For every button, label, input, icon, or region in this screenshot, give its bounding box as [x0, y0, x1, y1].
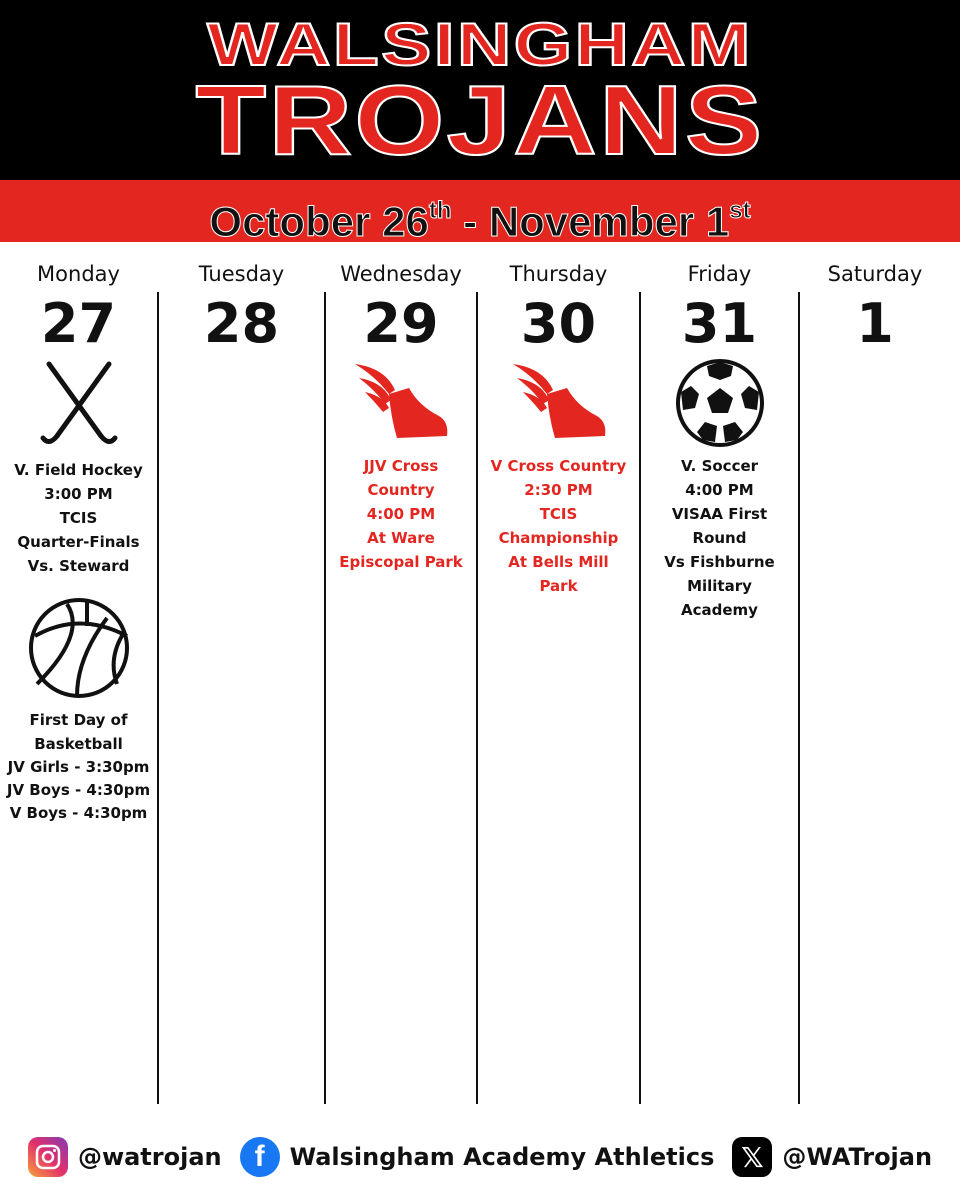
- event-line: Vs. Steward: [27, 557, 130, 575]
- day-tuesday: [159, 262, 324, 1102]
- event-soccer: [641, 454, 798, 622]
- event-line: 2:30 PM: [524, 481, 593, 499]
- event-line: VISAA First: [671, 505, 768, 523]
- day-name: Thursday: [509, 262, 608, 286]
- event-line: TCIS: [539, 505, 578, 523]
- event-field-hockey: [0, 458, 157, 578]
- event-line: TCIS: [59, 509, 98, 527]
- event-line: Quarter-Finals: [17, 533, 140, 551]
- day-number: 29: [363, 292, 439, 355]
- event-line: Military: [687, 577, 752, 595]
- title-line2: TROJANS: [195, 65, 765, 175]
- day-thursday: [478, 262, 639, 1102]
- event-line: JV Girls - 3:30pm: [7, 758, 150, 776]
- event-line: V Cross Country: [490, 457, 627, 475]
- date-sep: -: [451, 198, 489, 245]
- day-number: 27: [40, 292, 117, 355]
- footer: [0, 1132, 960, 1182]
- event-line: Basketball: [34, 735, 123, 753]
- x-handle[interactable]: @WATrojan: [782, 1143, 933, 1171]
- event-cross-country: [478, 454, 639, 598]
- day-name: Tuesday: [198, 262, 285, 286]
- event-line: First Day of: [29, 711, 128, 729]
- date-start-sup: th: [428, 197, 452, 224]
- event-line: JV Boys - 4:30pm: [6, 781, 151, 799]
- day-number: 1: [856, 292, 894, 355]
- event-line: Episcopal Park: [339, 553, 463, 571]
- day-wednesday: [326, 262, 476, 1102]
- event-line: Championship: [498, 529, 619, 547]
- instagram-icon[interactable]: [28, 1137, 68, 1177]
- date-start: October 26: [209, 198, 429, 245]
- event-line: Academy: [681, 601, 758, 619]
- x-icon[interactable]: 𝕏: [732, 1137, 772, 1177]
- event-line: V. Soccer: [680, 457, 759, 475]
- date-end-sup: st: [729, 197, 751, 224]
- day-name: Friday: [687, 262, 752, 286]
- day-name: Wednesday: [340, 262, 462, 286]
- day-number: 28: [203, 292, 280, 355]
- day-friday: [641, 262, 798, 1102]
- event-line: V Boys - 4:30pm: [9, 804, 148, 822]
- field-hockey-icon: [39, 360, 119, 452]
- winged-shoe-icon: [511, 360, 607, 448]
- event-line: Round: [692, 529, 747, 547]
- event-line: 4:00 PM: [366, 505, 436, 523]
- event-line: V. Field Hockey: [14, 461, 143, 479]
- soccer-ball-icon: [675, 358, 765, 448]
- date-end: November 1: [488, 198, 730, 245]
- facebook-icon[interactable]: f: [240, 1137, 280, 1177]
- day-number: 30: [520, 292, 597, 355]
- instagram-handle[interactable]: @watrojan: [77, 1143, 222, 1171]
- date-range: [0, 180, 960, 245]
- event-line: Vs Fishburne: [664, 553, 775, 571]
- event-line: 4:00 PM: [685, 481, 754, 499]
- event-line: At Bells Mill: [508, 553, 609, 571]
- winged-shoe-icon: [353, 360, 449, 448]
- day-monday: [0, 262, 157, 1102]
- day-name: Monday: [37, 262, 120, 286]
- day-saturday: [800, 262, 950, 1102]
- day-number: 31: [681, 292, 758, 355]
- basketball-icon: [27, 596, 131, 700]
- header: [0, 0, 960, 180]
- event-line: 3:00 PM: [44, 485, 113, 503]
- event-cross-country: [326, 454, 476, 574]
- facebook-handle[interactable]: Walsingham Academy Athletics: [289, 1143, 715, 1171]
- event-line: Country: [367, 481, 435, 499]
- event-basketball: [0, 708, 157, 825]
- day-name: Saturday: [827, 262, 923, 286]
- event-line: At Ware: [367, 529, 435, 547]
- event-line: Park: [539, 577, 578, 595]
- event-line: JJV Cross: [363, 457, 439, 475]
- title-line1: WALSINGHAM: [207, 11, 753, 78]
